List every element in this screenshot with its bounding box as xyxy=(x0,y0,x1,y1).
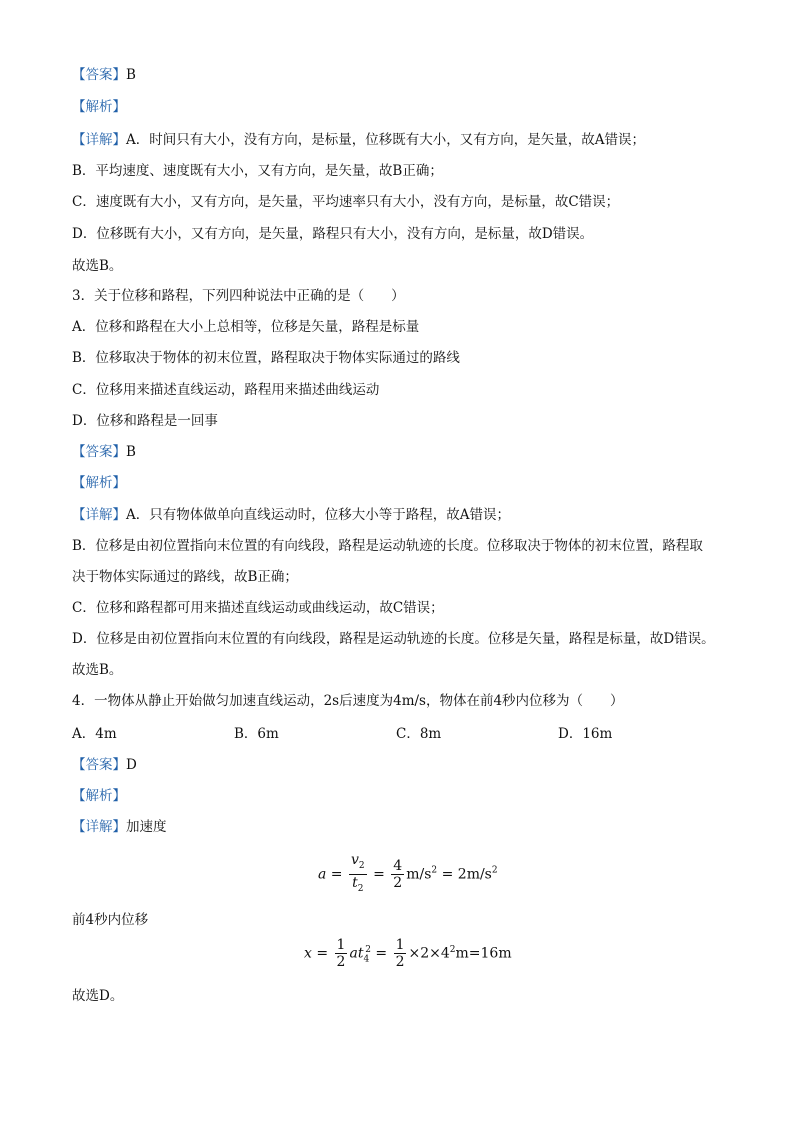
q4-option-a: A．4m xyxy=(72,726,117,742)
q2-detail-line-4: D．位移既有大小，又有方向，是矢量，路程只有大小，没有方向，是标量，故D错误。 xyxy=(72,226,594,242)
q2-analysis-tag: 【解析】 xyxy=(72,99,126,115)
eq1-den1-sub: 2 xyxy=(357,883,364,894)
eq1-lhs: a xyxy=(318,866,327,883)
eq2-lhs: x xyxy=(304,945,312,962)
q4-option-d: D．16m xyxy=(558,726,613,742)
q3-detail-line-2: B．位移是由初位置指向末位置的有向线段，路程是运动轨迹的长度。位移取决于物体的初末位置，路程取 xyxy=(72,538,703,554)
answer-value: B xyxy=(126,67,136,83)
q3-analysis-tag: 【解析】 xyxy=(72,475,126,491)
q3-option-a: A．位移和路程在大小上总相等，位移是矢量，路程是标量 xyxy=(72,319,420,335)
displacement-equation: x = $\frac{1}{2}$ $at_4^2$ = $\frac{1}{2}$ $\times 2\times 4^2m=16m$ xyxy=(304,937,512,970)
eq2-num2: 1 xyxy=(395,937,405,953)
eq2-fraction-2 xyxy=(394,937,407,970)
q3-detail-line-4: C．位移和路程都可用来描述直线运动或曲线运动，故C错误； xyxy=(72,600,444,616)
q4-option-c: C．8m xyxy=(396,726,442,742)
q3-option-d: D．位移和路程是一回事 xyxy=(72,413,218,429)
q3-option-b: B．位移取决于物体的初末位置，路程取决于物体实际通过的路线 xyxy=(72,350,460,366)
answer-value: D xyxy=(126,757,137,773)
detail-tag: 【详解】 xyxy=(72,132,126,148)
eq1-den2: 2 xyxy=(393,874,403,891)
q2-conclusion: 故选B。 xyxy=(72,258,123,274)
q2-answer xyxy=(72,66,136,84)
eq1-fraction-2 xyxy=(391,858,404,891)
eq1-num2: 4 xyxy=(393,857,403,874)
eq1-den1: t xyxy=(352,874,358,891)
answer-tag: 【答案】 xyxy=(72,67,126,83)
eq1-result-sup: 2 xyxy=(491,865,498,876)
q4-mid-text: 前4秒内位移 xyxy=(72,912,149,928)
eq2-den1: 2 xyxy=(336,954,346,970)
acceleration-equation: a = $\frac{v_2}{t_2}$ = $\frac{4}{2}$ $m/s^2 = 2m/s^2$ xyxy=(318,852,498,897)
eq1-num1: v xyxy=(351,852,359,868)
q4-analysis-tag: 【解析】 xyxy=(72,788,126,804)
detail-text: A．时间只有大小，没有方向，是标量，位移既有大小，又有方向，是矢量，故A错误； xyxy=(126,132,645,148)
eq1-unit: m/s xyxy=(406,866,432,883)
q3-answer xyxy=(72,443,136,461)
detail-tag: 【详解】 xyxy=(72,507,126,523)
q4-answer xyxy=(72,756,137,774)
q4-stem: 4．一物体从静止开始做匀加速直线运动，2s后速度为4m/s，物体在前4秒内位移为（ ） xyxy=(72,693,624,709)
q3-option-c: C．位移用来描述直线运动，路程用来描述曲线运动 xyxy=(72,382,380,398)
q3-stem: 3．关于位移和路程，下列四种说法中正确的是（ ） xyxy=(72,288,405,304)
answer-tag: 【答案】 xyxy=(72,757,126,773)
eq2-fraction-1 xyxy=(335,937,348,970)
detail-tag: 【详解】 xyxy=(72,819,126,835)
q2-detail-line-3: C．速度既有大小，又有方向，是矢量，平均速率只有大小，没有方向，是标量，故C错误； xyxy=(72,194,620,210)
q4-conclusion: 故选D。 xyxy=(72,988,124,1004)
q3-detail-line-5: D．位移是由初位置指向末位置的有向线段，路程是运动轨迹的长度。位移是矢量，路程是标量，故D错误。 xyxy=(72,631,715,647)
q4-option-b: B．6m xyxy=(234,726,279,742)
eq1-unit-sup: 2 xyxy=(431,865,438,876)
eq2-term: at xyxy=(349,945,364,962)
eq2-term-sup: 2 xyxy=(365,944,371,955)
detail-text: 加速度 xyxy=(126,819,167,835)
q3-conclusion: 故选B。 xyxy=(72,662,123,678)
q2-detail-line-1 xyxy=(72,131,645,149)
answer-tag: 【答案】 xyxy=(72,444,126,460)
eq1-result: 2m/s xyxy=(457,866,492,883)
eq2-result: m=16m xyxy=(455,945,512,962)
eq1-fraction-1 xyxy=(349,852,367,897)
eq2-num1: 1 xyxy=(336,937,346,953)
q3-detail-line-3: 决于物体实际通过的路线，故B正确； xyxy=(72,569,298,585)
answer-value: B xyxy=(126,444,136,460)
q4-detail-line xyxy=(72,818,167,836)
q2-detail-line-2: B．平均速度、速度既有大小，又有方向，是矢量，故B正确； xyxy=(72,163,443,179)
eq1-num1-sub: 2 xyxy=(358,860,365,871)
eq2-den2: 2 xyxy=(395,954,405,970)
eq2-mult: ×2×4 xyxy=(408,945,450,962)
eq2-mult-sup: 2 xyxy=(449,944,456,955)
eq2-term-sub: 4 xyxy=(363,954,370,965)
q3-detail-line-1 xyxy=(72,506,510,524)
detail-text: A．只有物体做单向直线运动时，位移大小等于路程，故A错误； xyxy=(126,507,510,523)
